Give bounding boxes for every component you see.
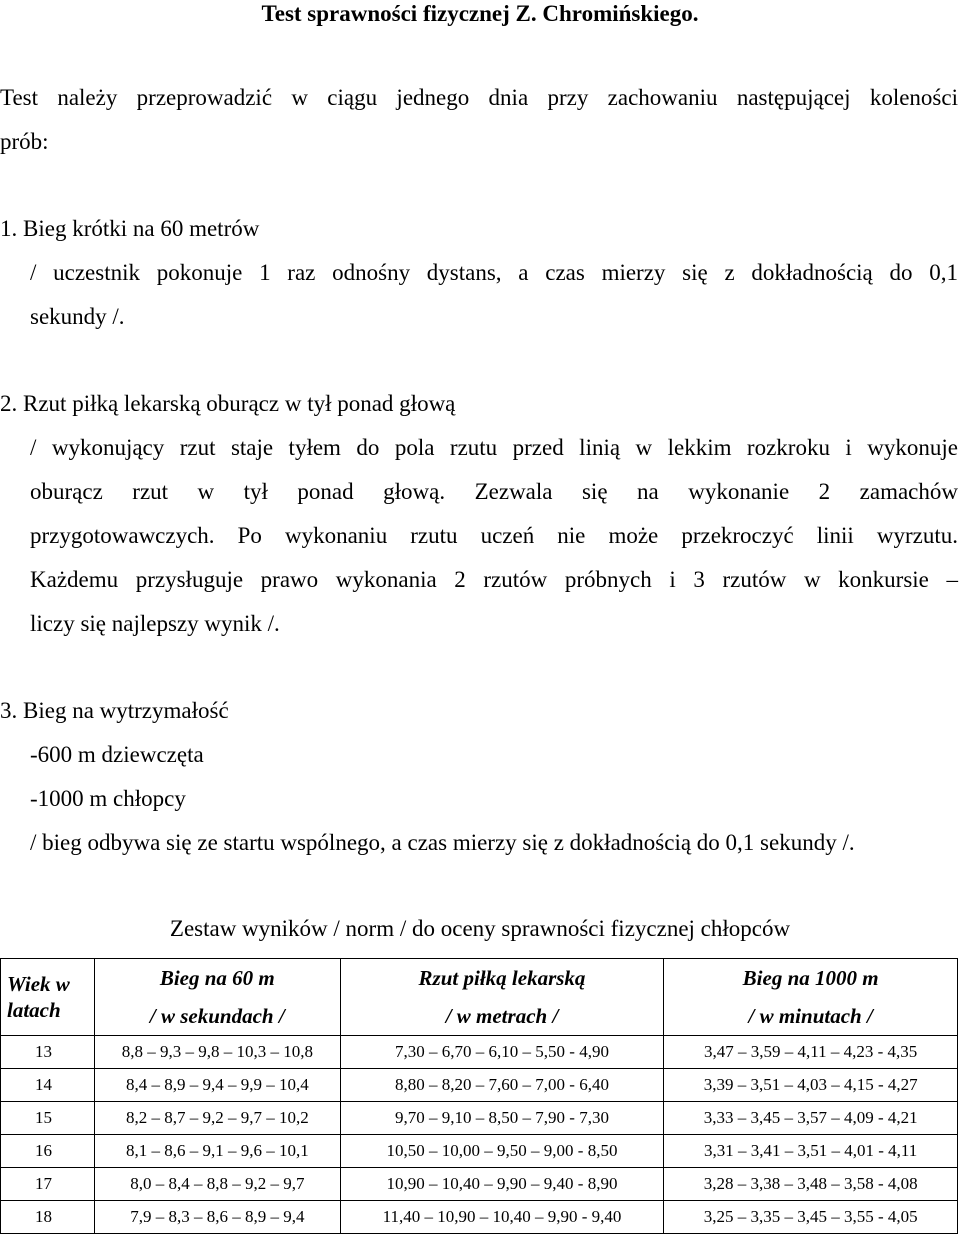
page-title: Test sprawności fizycznej Z. Chromińskiego. (261, 1, 699, 26)
table-row (1, 1102, 958, 1135)
section-3-note: / bieg odbywa się ze startu wspólnego, a czas mierzy się z dokładnością do 0,1 sekundy /. (30, 830, 855, 855)
section-3-heading: 3. Bieg na wytrzymałość (0, 698, 229, 723)
cell-run1000: 3,31 – 3,41 – 3,51 – 4,01 - 4,11 (664, 1135, 958, 1168)
section-3-boys: -1000 m chłopcy (30, 786, 186, 811)
header-age-line-2: latach (7, 998, 61, 1022)
header-run60-line-2: / w sekundach / (149, 1004, 285, 1028)
cell-age: 18 (1, 1201, 95, 1234)
cell-age: 14 (1, 1069, 95, 1102)
table-row (1, 1069, 958, 1102)
section-1-heading: 1. Bieg krótki na 60 metrów (0, 216, 260, 241)
header-throw-line-2: / w metrach / (445, 1004, 559, 1028)
cell-throw: 10,90 – 10,40 – 9,90 – 9,40 - 8,90 (340, 1168, 664, 1201)
cell-run60: 8,0 – 8,4 – 8,8 – 9,2 – 9,7 (94, 1168, 340, 1201)
cell-throw: 7,30 – 6,70 – 6,10 – 5,50 - 4,90 (340, 1036, 664, 1069)
table-row (1, 1135, 958, 1168)
cell-run1000: 3,28 – 3,38 – 3,48 – 3,58 - 4,08 (664, 1168, 958, 1201)
cell-run60: 7,9 – 8,3 – 8,6 – 8,9 – 9,4 (94, 1201, 340, 1234)
cell-age: 15 (1, 1102, 95, 1135)
cell-age: 16 (1, 1135, 95, 1168)
table-header-row (1, 959, 958, 1036)
header-run1000 (664, 959, 958, 1036)
header-age (1, 959, 95, 1036)
header-age-line-1: Wiek w (7, 972, 70, 996)
header-run1000-line-2: / w minutach / (748, 1004, 873, 1028)
cell-run1000: 3,33 – 3,45 – 3,57 – 4,09 - 4,21 (664, 1102, 958, 1135)
table-row (1, 1201, 958, 1234)
section-1-line-1: / uczestnik pokonuje 1 raz odnośny dystans, a czas mierzy się z dokładnością do 0,1 (30, 260, 958, 285)
section-2-heading: 2. Rzut piłką lekarską oburącz w tył ponad głową (0, 391, 456, 416)
cell-age: 13 (1, 1036, 95, 1069)
cell-throw: 8,80 – 8,20 – 7,60 – 7,00 - 6,40 (340, 1069, 664, 1102)
cell-throw: 11,40 – 10,90 – 10,40 – 9,90 - 9,40 (340, 1201, 664, 1234)
header-run60-line-1: Bieg na 60 m (159, 966, 275, 990)
section-2-line-5: liczy się najlepszy wynik /. (30, 611, 280, 636)
header-throw-line-1: Rzut piłką lekarską (418, 966, 586, 990)
cell-throw: 10,50 – 10,00 – 9,50 – 9,00 - 8,50 (340, 1135, 664, 1168)
cell-run60: 8,4 – 8,9 – 9,4 – 9,9 – 10,4 (94, 1069, 340, 1102)
cell-run60: 8,8 – 9,3 – 9,8 – 10,3 – 10,8 (94, 1036, 340, 1069)
cell-run1000: 3,39 – 3,51 – 4,03 – 4,15 - 4,27 (664, 1069, 958, 1102)
table-row (1, 1036, 958, 1069)
header-run60 (94, 959, 340, 1036)
intro-line-1: Test należy przeprowadzić w ciągu jednego dnia przy zachowaniu następującej koleności (0, 85, 958, 110)
cell-run1000: 3,47 – 3,59 – 4,11 – 4,23 - 4,35 (664, 1036, 958, 1069)
section-3-girls: -600 m dziewczęta (30, 742, 204, 767)
cell-run60: 8,2 – 8,7 – 9,2 – 9,7 – 10,2 (94, 1102, 340, 1135)
cell-throw: 9,70 – 9,10 – 8,50 – 7,90 - 7,30 (340, 1102, 664, 1135)
header-throw (340, 959, 664, 1036)
cell-age: 17 (1, 1168, 95, 1201)
table-row (1, 1168, 958, 1201)
section-2-line-1: / wykonujący rzut staje tyłem do pola rzutu przed linią w lekkim rozkroku i wykonuje (30, 435, 958, 460)
cell-run60: 8,1 – 8,6 – 9,1 – 9,6 – 10,1 (94, 1135, 340, 1168)
section-2-line-4: Każdemu przysługuje prawo wykonania 2 rzutów próbnych i 3 rzutów w konkursie – (30, 567, 958, 592)
intro-line-2: prób: (0, 129, 49, 154)
section-2-line-3: przygotowawczych. Po wykonaniu rzutu uczeń nie może przekroczyć linii wyrzutu. (30, 523, 958, 548)
section-1-line-2: sekundy /. (30, 304, 125, 329)
header-run1000-line-1: Bieg na 1000 m (742, 966, 879, 990)
norms-table (0, 958, 958, 1234)
section-2-line-2: oburącz rzut w tył ponad głową. Zezwala się na wykonanie 2 zamachów (30, 479, 958, 504)
cell-run1000: 3,25 – 3,35 – 3,45 – 3,55 - 4,05 (664, 1201, 958, 1234)
table-title: Zestaw wyników / norm / do oceny sprawności fizycznej chłopców (169, 916, 791, 941)
